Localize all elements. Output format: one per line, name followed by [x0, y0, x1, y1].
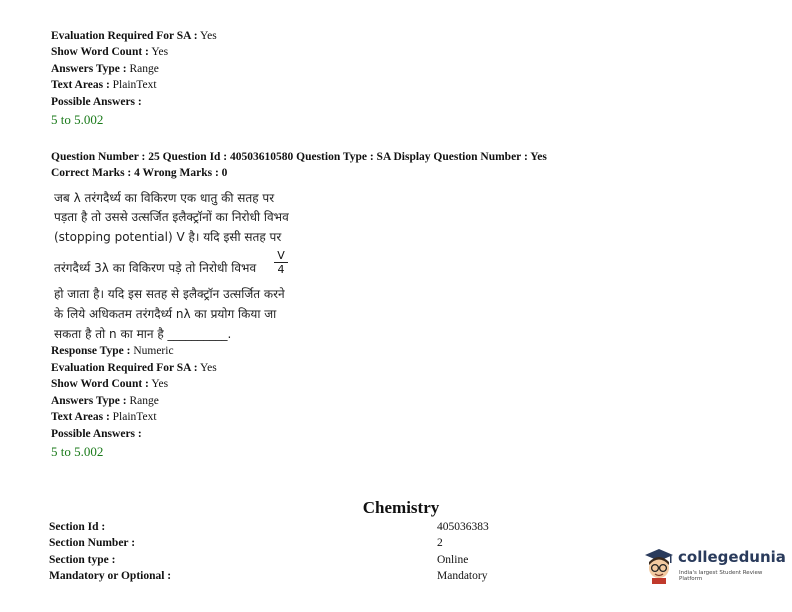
question-header: Question Number : 25 Question Id : 40503610580 Question Type : SA Display Question Number : Yes	[51, 151, 547, 163]
mandatory-value: Mandatory	[437, 570, 488, 582]
graduate-face-icon	[643, 546, 675, 584]
eval-required-line: Evaluation Required For SA : Yes	[51, 30, 217, 42]
show-word-count-line-2: Show Word Count : Yes	[51, 378, 169, 390]
answers-type-line-2: Answers Type : Range	[51, 395, 159, 407]
question-text-line-2: पड़ता है तो उससे उत्सर्जित इलैक्ट्रॉनों का निरोधी विभव	[54, 210, 289, 224]
fraction-denominator: 4	[277, 263, 285, 276]
section-title: Chemistry	[362, 498, 440, 517]
question-text-line-1: जब λ तरंगदैर्ध्य का विकिरण एक धातु की सतह पर	[54, 191, 275, 205]
possible-answers-label-2: Possible Answers :	[51, 428, 142, 440]
question-text-line-6: के लिये अधिकतम तरंगदैर्ध्य nλ का प्रयोग किया जा	[54, 307, 277, 321]
text-areas-line-2: Text Areas : PlainText	[51, 411, 157, 423]
logo-name: collegedunia	[678, 548, 786, 566]
mandatory-label: Mandatory or Optional :	[49, 570, 172, 582]
logo-tagline: India's largest Student Review Platform	[679, 570, 763, 582]
question-marks: Correct Marks : 4 Wrong Marks : 0	[51, 167, 228, 179]
possible-answers-label: Possible Answers :	[51, 96, 142, 108]
question-text-line-5: हो जाता है। यदि इस सतह से इलैक्ट्रॉन उत्सर्जित करने	[54, 287, 285, 301]
fraction-numerator: V	[274, 249, 288, 263]
possible-answers-value-2: 5 to 5.002	[51, 444, 104, 459]
show-word-count-line: Show Word Count : Yes	[51, 46, 169, 58]
response-type-line: Response Type : Numeric	[51, 345, 174, 357]
section-number-label: Section Number :	[49, 537, 136, 549]
answers-type-line: Answers Type : Range	[51, 63, 159, 75]
section-type-value: Online	[437, 554, 469, 566]
question-text-line-7: सकता है तो n का मान है __________.	[54, 327, 232, 341]
section-type-label: Section type :	[49, 554, 116, 566]
possible-answers-value: 5 to 5.002	[51, 112, 104, 127]
question-text-line-4: तरंगदैर्ध्य 3λ का विकिरण पड़े तो निरोधी विभव	[54, 261, 257, 275]
section-number-value: 2	[437, 537, 443, 549]
text-areas-line: Text Areas : PlainText	[51, 79, 157, 91]
section-id-label: Section Id :	[49, 521, 106, 533]
question-text-line-3: (stopping potential) V है। यदि इसी सतह पर	[54, 230, 282, 244]
fraction-v-over-4	[274, 249, 288, 276]
eval-required-line-2: Evaluation Required For SA : Yes	[51, 362, 217, 374]
section-id-value: 405036383	[437, 521, 489, 533]
collegedunia-logo[interactable]	[643, 546, 786, 586]
